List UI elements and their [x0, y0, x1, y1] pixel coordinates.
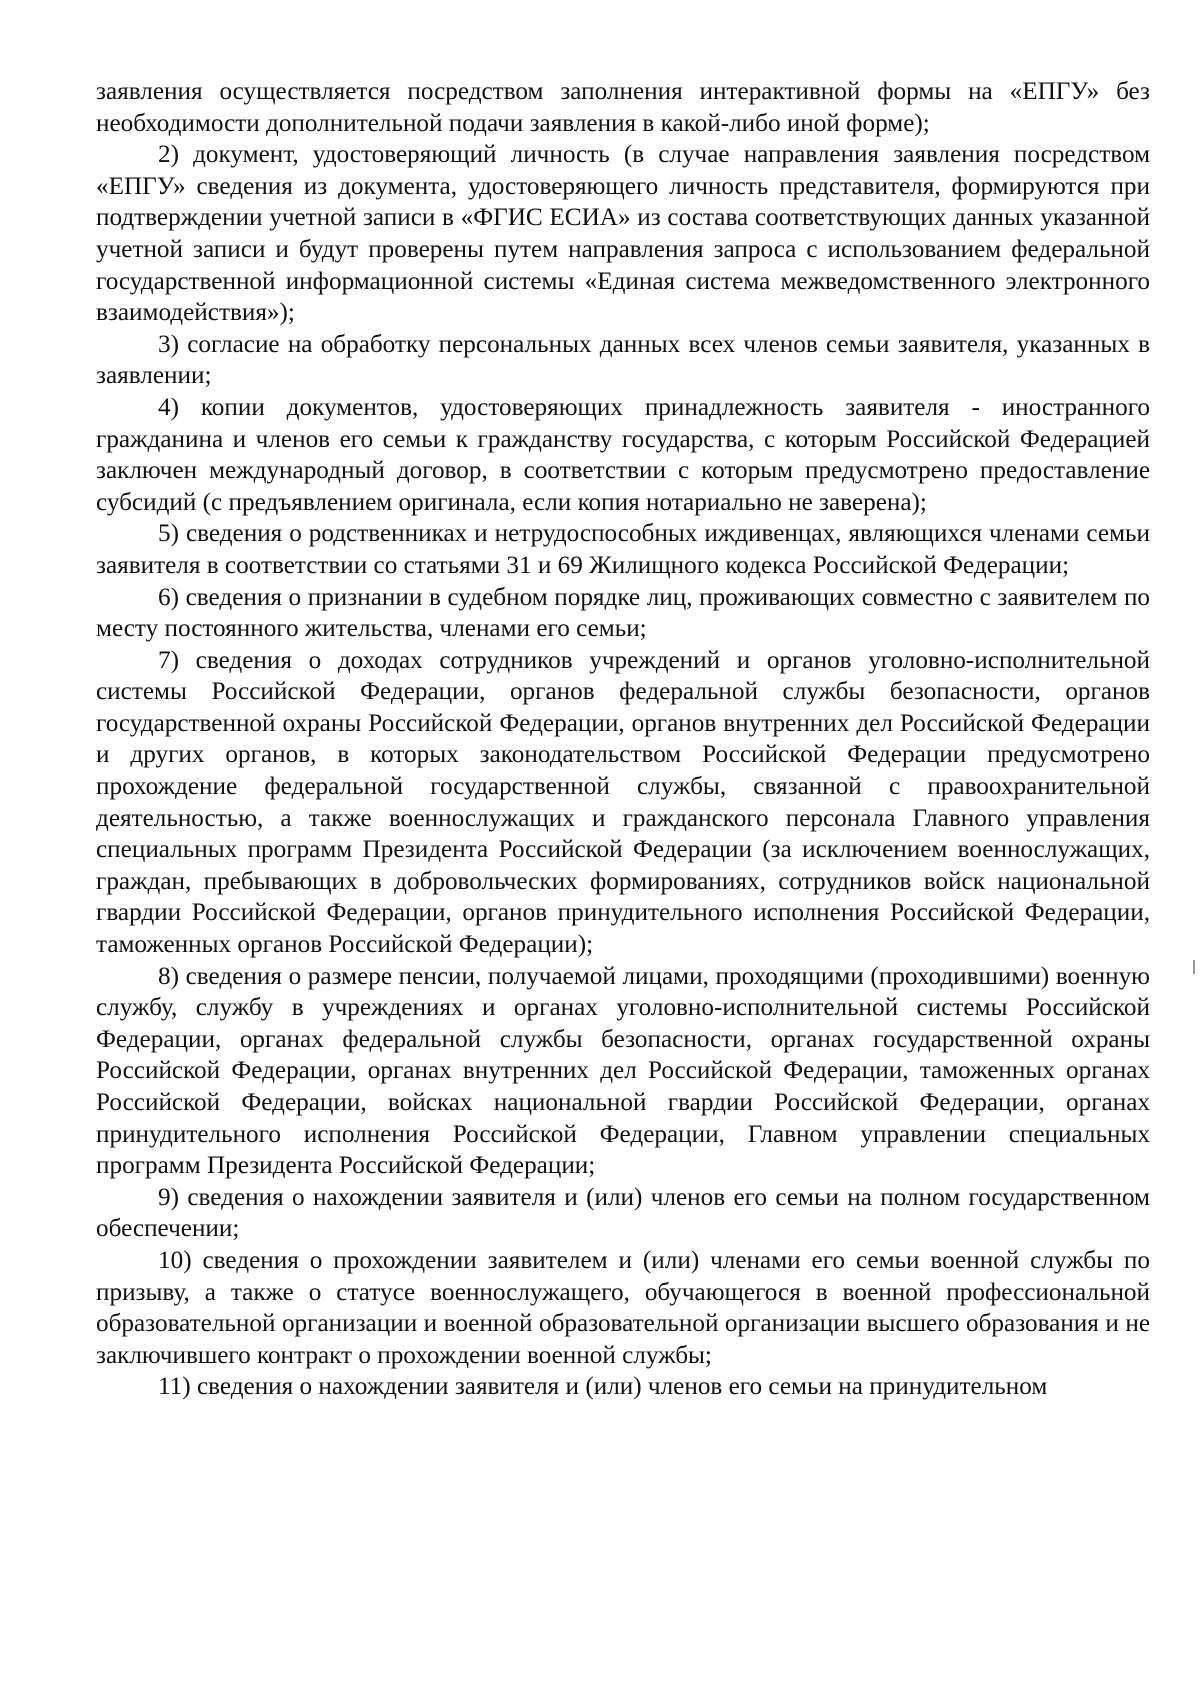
item-text: сведения о размере пенсии, получаемой лицами, проходящими (проходившими) военную службу, службу в учреждениях и органах уголовно-исполнительной системы Российской Федерации, органах федеральной службы безопасности, органах государственной охраны Российской Федерации, органах внутренних дел Российской Федерации, таможенных органах Российской Федерации, войсках национальной гвардии Российской Федерации, органах принудительного исполнения Российской Федерации, Главном управлении специальных программ Президента Российской Федерации;	[96, 962, 1150, 1180]
item-number: 9)	[158, 1183, 179, 1211]
list-item-6	[96, 582, 1150, 645]
item-number: 5)	[158, 520, 179, 548]
list-item-4	[96, 392, 1150, 518]
item-text: сведения о признании в судебном порядке лиц, проживающих совместно с заявителем по месту постоянного жительства, членами его семьи;	[96, 583, 1151, 643]
item-text: сведения о прохождении заявителем и (или) членами его семьи военной службы по призыву, а также о статусе военнослужащего, обучающегося в военной профессиональной образовательной организации и военной образовательной организации высшего образования и не заключившего контракт о прохождении военной службы;	[96, 1246, 1150, 1369]
list-item-5	[96, 518, 1150, 581]
item-number: 8)	[158, 962, 179, 990]
item-text: копии документов, удостоверяющих принадлежность заявителя - иностранного гражданина и членов его семьи к гражданству государства, с которым Российской Федерацией заключен международный договор, в соответствии с которым предусмотрено предоставление субсидий (с предъявлением оригинала, если копия нотариально не заверена);	[96, 393, 1151, 516]
list-item-11	[96, 1371, 1150, 1403]
item-text: документ, удостоверяющий личность (в случае направления заявления посредством «ЕПГУ» сведения из документа, удостоверяющего личность представителя, формируются при подтверждении учетной записи в «ФГИС ЕСИА» из состава соответствующих данных указанной учетной записи и будут проверены путем направления запроса с использованием федеральной государственной информационной системы «Единая система межведомственного электронного взаимодействия»);	[96, 141, 1151, 327]
item-text: сведения о нахождении заявителя и (или) членов его семьи на полном государственном обеспечении;	[96, 1183, 1150, 1243]
paragraph-text: заявления осуществляется посредством заполнения интерактивной формы на «ЕПГУ» без необходимости дополнительной подачи заявления в какой-либо иной форме);	[96, 78, 1150, 137]
item-number: 2)	[158, 141, 179, 169]
item-number: 3)	[158, 330, 179, 358]
continuation-paragraph	[96, 76, 1150, 139]
item-text: сведения о родственниках и нетрудоспособных иждивенцах, являющихся членами семьи заявителя в соответствии со статьями 31 и 69 Жилищного кодекса Российской Федерации;	[96, 520, 1151, 579]
item-number: 6)	[158, 583, 179, 611]
item-number: 10)	[158, 1246, 192, 1274]
list-item-8	[96, 961, 1150, 1182]
item-text: сведения о доходах сотрудников учреждений и органов уголовно-исполнительной системы Российской Федерации, органов федеральной службы безопасности, органов государственной охраны Российской Федерации, органов внутренних дел Российской Федерации и других органов, в которых законодательством Российской Федерации предусмотрено прохождение федеральной государственной службы, связанной с правоохранительной деятельностью, а также военнослужащих и гражданского персонала Главного управления специальных программ Президента Российской Федерации (за исключением военнослужащих, граждан, пребывающих в добровольческих формированиях, сотрудников войск национальной гвардии Российской Федерации, органов принудительного исполнения Российской Федерации, таможенных органов Российской Федерации);	[96, 646, 1151, 959]
list-item-3	[96, 329, 1150, 392]
item-number: 11)	[158, 1373, 191, 1401]
item-text: согласие на обработку персональных данных всех членов семьи заявителя, указанных в заявлении;	[96, 330, 1151, 390]
item-text: сведения о нахождении заявителя и (или) членов его семьи на принудительном	[196, 1373, 1048, 1401]
list-item-9	[96, 1182, 1150, 1245]
item-number: 7)	[158, 646, 179, 674]
list-item-2	[96, 139, 1150, 329]
item-number: 4)	[158, 393, 179, 421]
scan-edge-mark	[1193, 960, 1195, 974]
document-body	[96, 76, 1150, 1403]
list-item-7	[96, 645, 1150, 961]
list-item-10	[96, 1245, 1150, 1371]
